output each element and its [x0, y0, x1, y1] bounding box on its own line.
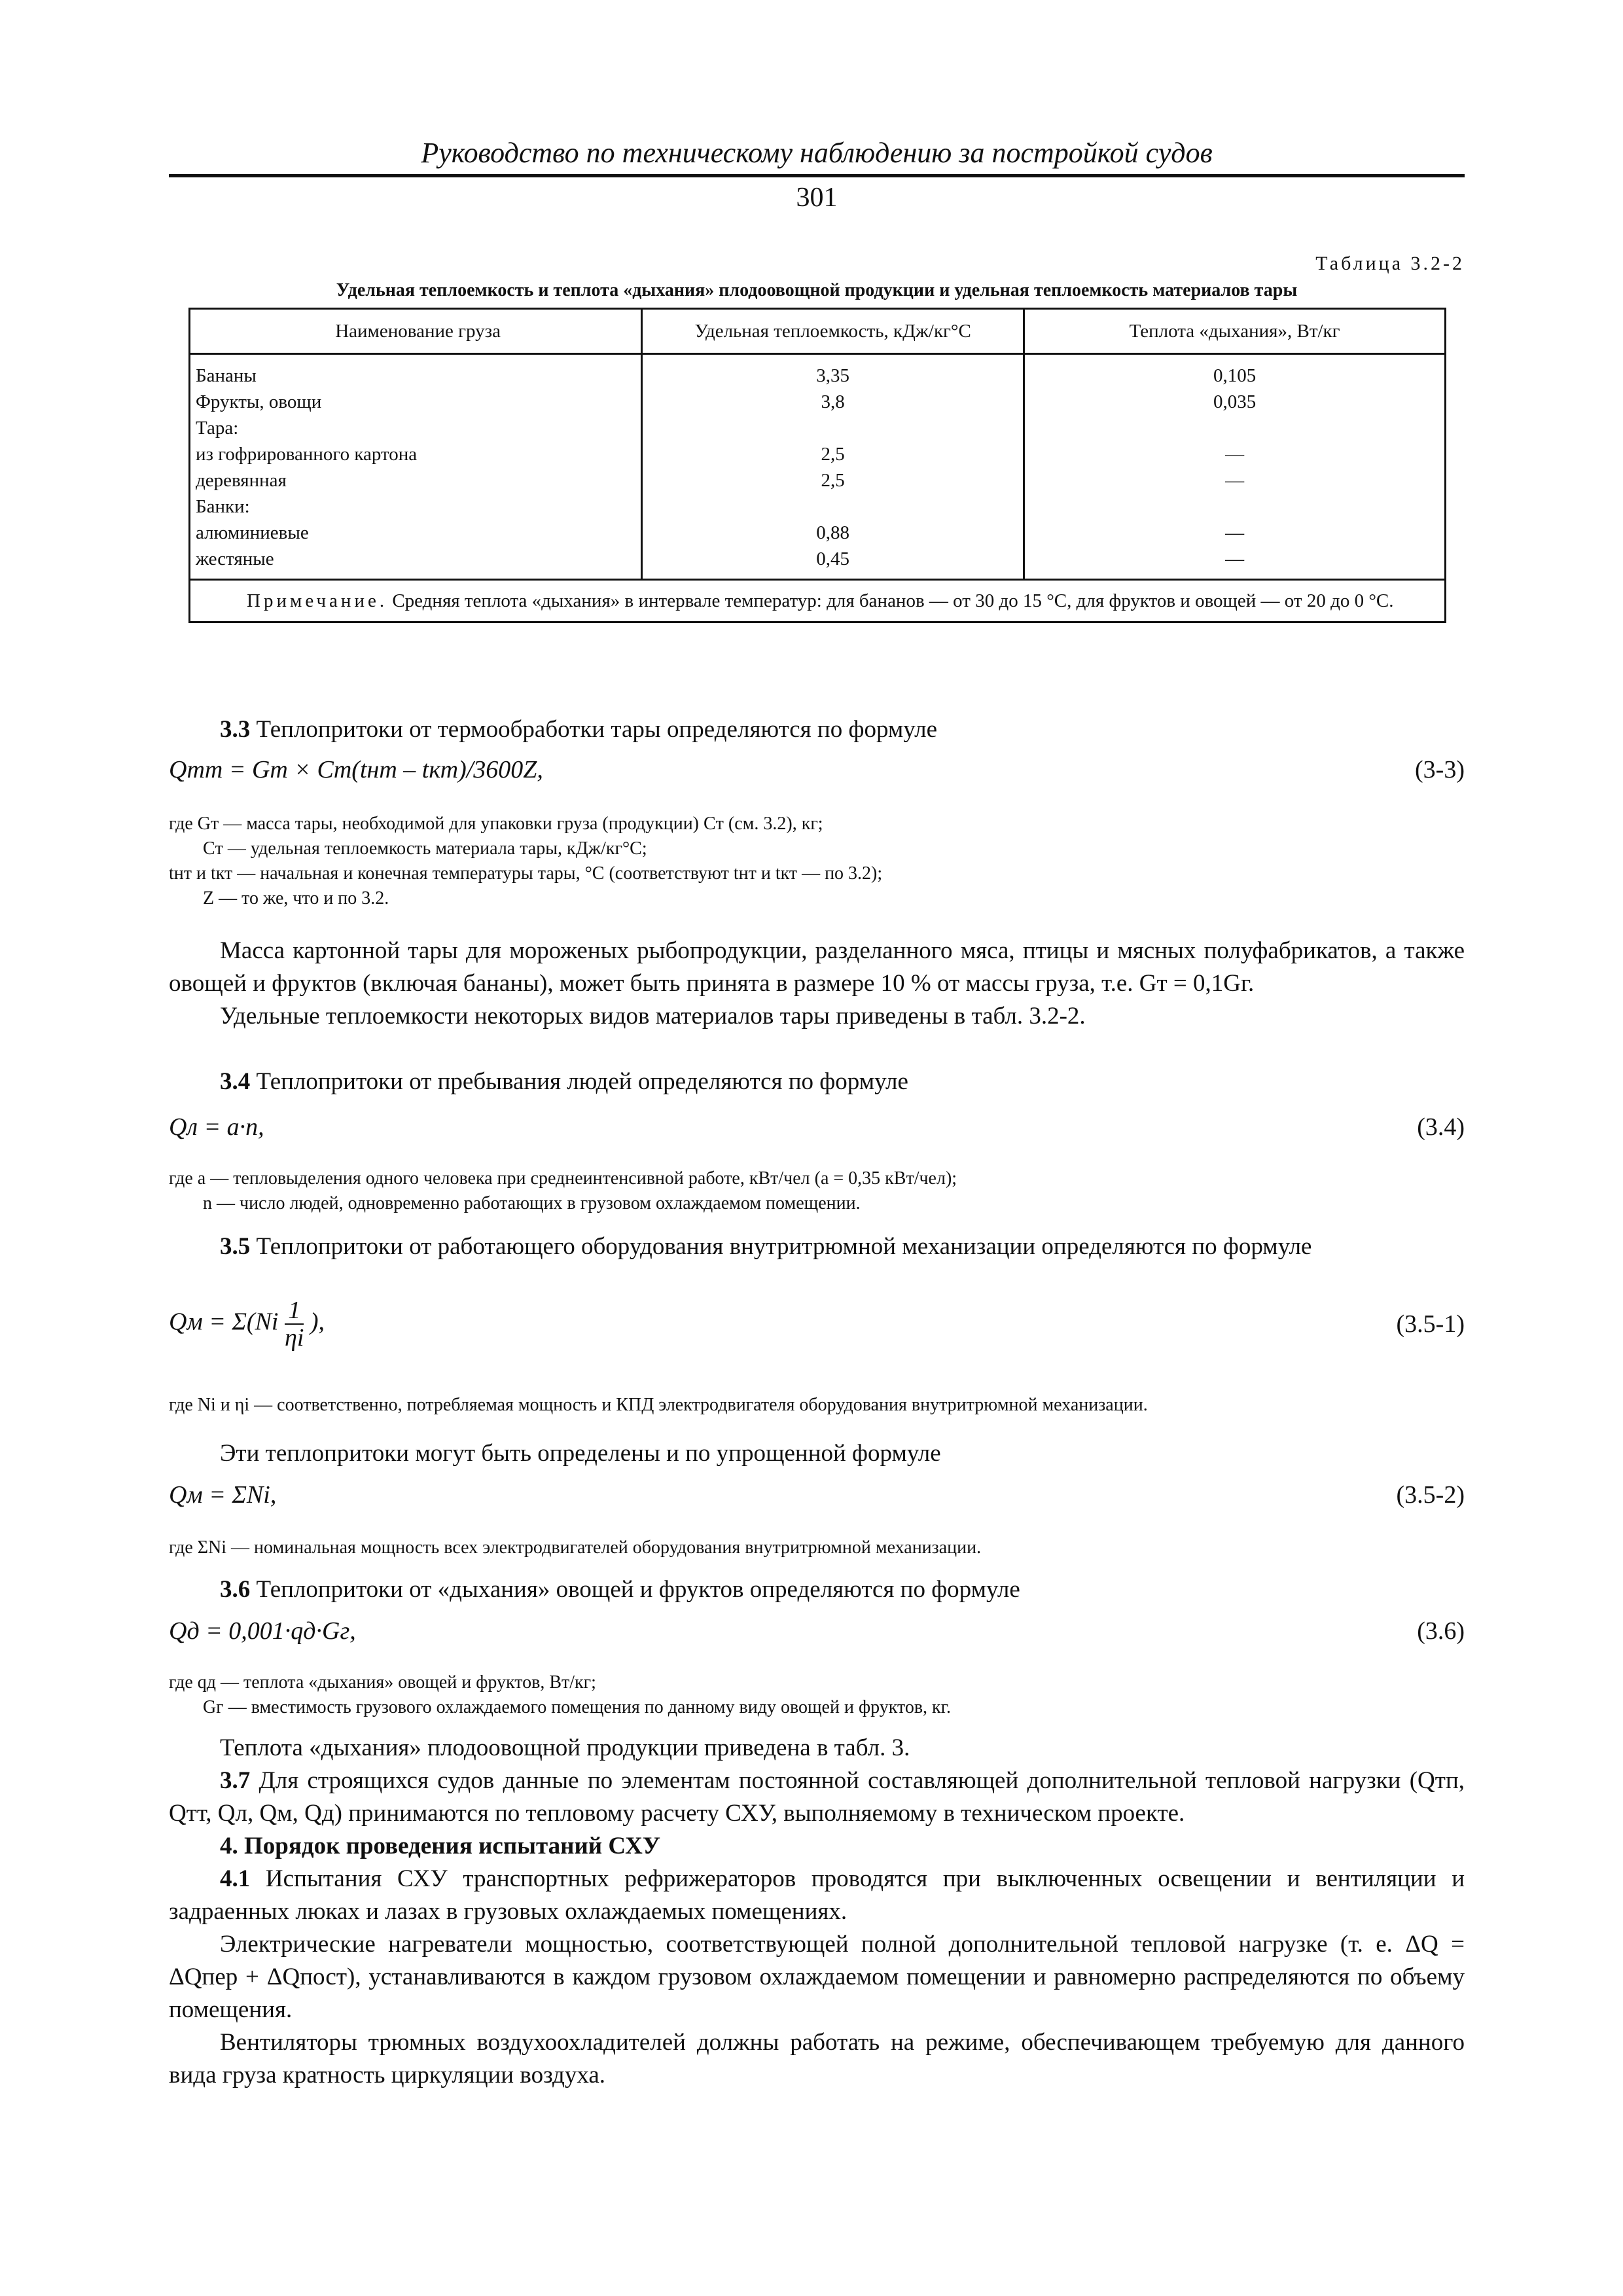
table-cell: — — [1225, 470, 1245, 491]
fraction-denominator: ηi — [284, 1324, 304, 1352]
legend-line: где qд — теплота «дыхания» овощей и фруктов, Вт/кг; — [169, 1672, 596, 1693]
section-heading: 4. Порядок проведения испытаний СХУ — [220, 1833, 661, 1859]
section-number: 3.4 — [220, 1068, 251, 1095]
table-cell — [643, 493, 1022, 520]
formula-text: Qтт = Gт × Cт(tнт – tкт)/3600Z, — [169, 756, 543, 783]
section-3-5 — [169, 1230, 1465, 1263]
table-cell: 2,5 — [821, 470, 845, 491]
table-cell: Фрукты, овощи — [196, 391, 322, 412]
table-label: Таблица 3.2-2 — [1315, 253, 1465, 274]
table-body-row — [190, 354, 1446, 580]
equation-number: (3.4) — [1417, 1113, 1465, 1141]
paragraph: Вентиляторы трюмных воздухоохладителей должны работать на режиме, обеспечивающем требуемую для данного вида груза кратность циркуляции воздуха. — [169, 2029, 1465, 2089]
paragraph: Масса картонной тары для мороженых рыбопродукции, разделанного мяса, птицы и мясных полуфабрикатов, а также овощей и фруктов (включая бананы), может быть принята в размере 10 % от массы груза, т.е. Gт = 0,1Gг. — [169, 937, 1465, 997]
formula-3-4 — [169, 1113, 1465, 1141]
section-text: Для строящихся судов данные по элементам постоянной составляющей дополнительной тепловой нагрузки (Qтп, Qтт, Qл, Qм, Qд) принимаются по тепловому расчету СХУ, выполняемому в техническом проекте. — [169, 1767, 1465, 1827]
paragraph: Эти теплопритоки могут быть определены и по упрощенной формуле — [220, 1440, 941, 1467]
formula-3-5-2-legend — [169, 1535, 1465, 1560]
section-3-3-intro — [169, 713, 1465, 746]
table-cell: деревянная — [196, 470, 287, 491]
table-cell: Тара: — [196, 418, 239, 439]
section-text: Теплопритоки от пребывания людей определяются по формуле — [256, 1068, 908, 1095]
section-4-1-text — [169, 1863, 1465, 1928]
legend-line: n — число людей, одновременно работающих в грузовом охлаждаемом помещении. — [203, 1193, 861, 1213]
formula-3-5-1 — [169, 1297, 1465, 1351]
formula-text: Qл = a·n, — [169, 1113, 264, 1141]
col-cargo-names — [190, 354, 642, 580]
table-cell: 0,88 — [816, 522, 850, 543]
formula-rhs: ), — [310, 1308, 325, 1336]
table-cell: — — [1225, 444, 1245, 465]
section-number: 3.3 — [220, 716, 251, 743]
section-3-3-body — [169, 935, 1465, 1033]
table-cell — [1026, 415, 1444, 441]
formula-3-3 — [169, 755, 1465, 784]
header-rule — [169, 174, 1465, 177]
table-cell: 3,8 — [821, 391, 845, 412]
section-3-3 — [169, 713, 1465, 746]
formula-3-4-legend — [169, 1166, 1465, 1216]
legend-line: Z — то же, что и по 3.2. — [203, 888, 389, 908]
section-4 — [169, 1830, 1465, 2092]
formula-3-6 — [169, 1617, 1465, 1645]
page-number: 301 — [796, 183, 838, 213]
section-text: Теплопритоки от работающего оборудования внутритрюмной механизации определяются по формуле — [256, 1233, 1312, 1260]
section-text: Теплопритоки от «дыхания» овощей и фруктов определяются по формуле — [256, 1576, 1020, 1603]
section-number: 3.7 — [220, 1767, 251, 1794]
equation-number: (3-3) — [1415, 756, 1465, 783]
col-header-heat-capacity: Удельная теплоемкость, кДж/кг°С — [642, 309, 1024, 354]
section-3-4 — [169, 1066, 1465, 1098]
legend-line: где a — тепловыделения одного человека при среднеинтенсивной работе, кВт/чел (a = 0,35 кВт/чел); — [169, 1168, 957, 1189]
table-cell — [1026, 493, 1444, 520]
section-3-4-intro — [169, 1066, 1465, 1098]
table-cell: жестяные — [196, 548, 274, 569]
note-text: Средняя теплота «дыхания» в интервале температур: для бананов — от 30 до 15 °С, для фруктов и овощей — от 20 до 0 °С. — [392, 590, 1394, 611]
equation-number: (3.5-1) — [1396, 1310, 1465, 1338]
legend-line: где Ni и ηi — соответственно, потребляемая мощность и КПД электродвигателя оборудования внутритрюмной механизации. — [169, 1395, 1148, 1415]
formula-text: Qм = ΣNi, — [169, 1481, 277, 1509]
legend-line: tнт и tкт — начальная и конечная температуры тары, °С (соответствуют tнт и tкт — по 3.2); — [169, 863, 883, 884]
section-3-5-body — [169, 1437, 1465, 1470]
col-heat-capacity-values — [642, 354, 1024, 580]
formula-text — [169, 1297, 325, 1351]
section-number: 3.5 — [220, 1233, 251, 1260]
section-4-heading — [169, 1830, 1465, 1863]
formula-lhs: Qм = Σ(Ni — [169, 1308, 279, 1336]
section-3-5-intro — [169, 1230, 1465, 1263]
table-cell: 0,035 — [1213, 391, 1257, 412]
col-respiration-values — [1024, 354, 1446, 580]
section-3-6 — [169, 1573, 1465, 1606]
paragraph: Удельные теплоемкости некоторых видов материалов тары приведены в табл. 3.2-2. — [220, 1003, 1086, 1030]
data-table — [188, 308, 1446, 623]
table-cell: — — [1225, 522, 1245, 543]
table-cell: Банки: — [196, 496, 250, 517]
table-cell: 3,35 — [816, 365, 850, 386]
section-3-6-body — [169, 1732, 1465, 1765]
table-note-row — [190, 580, 1446, 622]
section-3-7 — [169, 1765, 1465, 1830]
section-3-6-intro — [169, 1573, 1465, 1606]
table-cell: 0,105 — [1213, 365, 1257, 386]
legend-line: Gг — вместимость грузового охлаждаемого помещения по данному виду овощей и фруктов, кг. — [203, 1697, 951, 1717]
table-header-row — [190, 309, 1446, 354]
legend-line: Cт — удельная теплоемкость материала тары, кДж/кг°С; — [203, 838, 647, 859]
paragraph: Электрические нагреватели мощностью, соответствующей полной дополнительной тепловой нагрузке (т. е. ΔQ = ΔQпер + ΔQпост), устанавливаются в каждом грузовом охлаждаемом помещении и равномерно распределяются по объему помещения. — [169, 1931, 1465, 2023]
formula-text: Qд = 0,001·qд·Gг, — [169, 1617, 356, 1645]
table-cell: из гофрированного картона — [196, 444, 418, 465]
formula-3-5-2 — [169, 1480, 1465, 1509]
equation-number: (3.5-2) — [1396, 1481, 1465, 1509]
table-cell: — — [1225, 548, 1245, 569]
legend-line: где ΣNi — номинальная мощность всех электродвигателей оборудования внутритрюмной механизации. — [169, 1537, 982, 1558]
running-title: Руководство по техническому наблюдению за постройкой судов — [421, 137, 1213, 169]
section-text: Теплопритоки от термообработки тары определяются по формуле — [256, 716, 938, 743]
formula-fraction — [285, 1297, 304, 1351]
section-text: Испытания СХУ транспортных рефрижераторов проводятся при выключенных освещении и вентиляции и задраенных люках и лазах в грузовых охлаждаемых помещениях. — [169, 1865, 1465, 1925]
table-cell: алюминиевые — [196, 522, 309, 543]
formula-3-3-legend — [169, 812, 1465, 911]
formula-3-5-1-legend — [169, 1393, 1465, 1418]
col-header-respiration-heat: Теплота «дыхания», Вт/кг — [1024, 309, 1446, 354]
table-cell: 0,45 — [816, 548, 850, 569]
table-note — [190, 580, 1446, 622]
table-cell: Бананы — [196, 365, 257, 386]
table-cell — [643, 415, 1022, 441]
equation-number: (3.6) — [1417, 1617, 1465, 1645]
section-number: 3.6 — [220, 1576, 251, 1603]
fraction-numerator: 1 — [285, 1297, 304, 1325]
table-cell: 2,5 — [821, 444, 845, 465]
note-label: Примечание. — [247, 590, 388, 611]
paragraph: Теплота «дыхания» плодоовощной продукции приведена в табл. 3. — [220, 1734, 910, 1761]
section-3-7-text — [169, 1765, 1465, 1830]
section-number: 4.1 — [220, 1865, 251, 1892]
table-caption: Удельная теплоемкость и теплота «дыхания» плодоовощной продукции и удельная теплоемкость материалов тары — [336, 280, 1298, 300]
formula-3-6-legend — [169, 1670, 1465, 1720]
legend-line: где Gт — масса тары, необходимой для упаковки груза (продукции) Cт (см. 3.2), кг; — [169, 814, 823, 834]
col-header-cargo: Наименование груза — [190, 309, 642, 354]
